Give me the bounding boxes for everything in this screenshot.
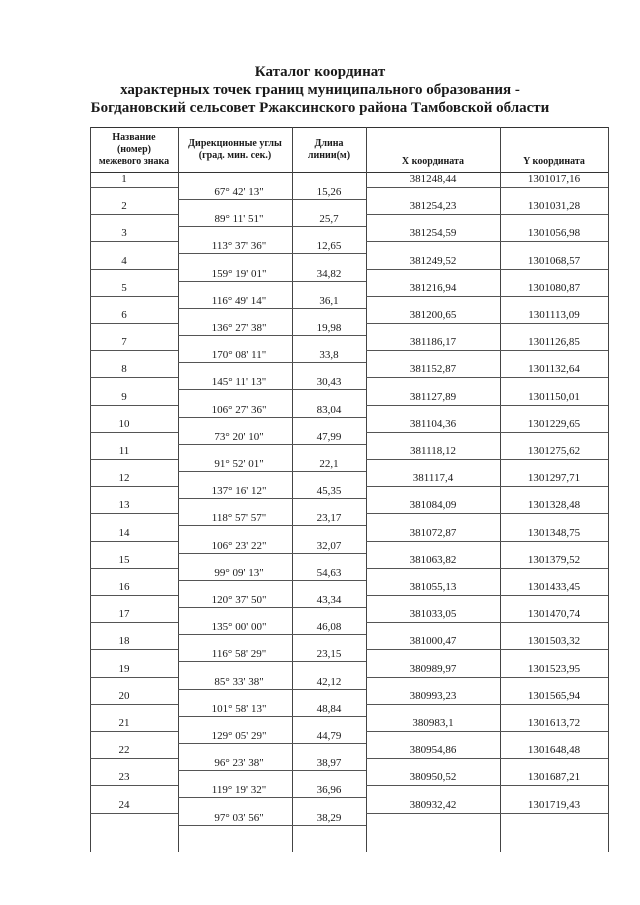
x-coordinate: 381033,05 xyxy=(409,608,457,621)
line-length: 43,34 xyxy=(316,594,342,606)
table-row-point xyxy=(90,580,608,594)
table-row-segment xyxy=(90,811,608,825)
x-coordinate: 381072,87 xyxy=(409,526,457,539)
line-length: 19,98 xyxy=(316,322,342,334)
y-coordinate: 1301126,85 xyxy=(528,336,580,349)
table-row-point xyxy=(90,607,608,621)
table-row-segment xyxy=(90,539,608,553)
table-row-segment xyxy=(90,484,608,498)
direction-angle: 136° 27' 38" xyxy=(211,322,267,334)
line-length: 36,1 xyxy=(319,294,339,307)
header-y: Y координата xyxy=(523,156,585,167)
direction-angle: 89° 11' 51" xyxy=(214,213,264,226)
table-row-point xyxy=(90,526,608,540)
x-coordinate: 381248,44 xyxy=(409,173,457,185)
table-row-segment xyxy=(90,212,608,226)
point-number: 9 xyxy=(121,390,127,403)
header-x: X координата xyxy=(401,156,465,167)
header-angle xyxy=(178,128,292,172)
table-row-point xyxy=(90,471,608,485)
header-angle-line-1: Дирекционные углы xyxy=(188,138,282,149)
x-coordinate: 381216,94 xyxy=(409,281,457,294)
table-row-segment xyxy=(90,375,608,389)
table-row-segment xyxy=(90,267,608,281)
table-row-point xyxy=(90,553,608,567)
point-number: 8 xyxy=(121,363,127,376)
table-row-segment xyxy=(90,702,608,716)
direction-angle: 85° 33' 38" xyxy=(214,675,264,688)
catalog-title-line-3: Богдановский сельсовет Ржаксинского района Тамбовской области xyxy=(90,100,550,116)
table-row-point xyxy=(90,444,608,458)
table-row-point xyxy=(90,770,608,784)
y-coordinate: 1301348,75 xyxy=(527,526,581,539)
table-row-point xyxy=(90,308,608,322)
direction-angle: 96° 23' 38" xyxy=(214,757,264,770)
table-row-segment xyxy=(90,675,608,689)
direction-angle: 129° 05' 29" xyxy=(211,730,267,742)
table-row-point xyxy=(90,199,608,213)
direction-angle: 116° 58' 29" xyxy=(211,648,267,661)
line-length: 54,63 xyxy=(316,566,342,579)
line-length: 38,29 xyxy=(316,811,342,824)
header-length-line-2: линии(м) xyxy=(307,150,351,161)
line-length: 15,26 xyxy=(316,186,342,198)
table-row-point xyxy=(90,281,608,295)
y-coordinate: 1301031,28 xyxy=(527,200,581,213)
line-length: 38,97 xyxy=(316,757,342,770)
line-length: 48,84 xyxy=(316,702,342,715)
point-number: 14 xyxy=(118,526,130,539)
x-coordinate: 381063,82 xyxy=(409,553,457,566)
point-number: 24 xyxy=(118,798,130,811)
table-row-segment xyxy=(90,620,608,634)
direction-angle: 120° 37' 50" xyxy=(211,594,267,606)
line-length: 33,8 xyxy=(319,349,339,362)
table-row-point xyxy=(90,716,608,730)
table-row-point xyxy=(90,634,608,648)
line-length: 23,15 xyxy=(316,648,342,661)
table-row-segment xyxy=(90,403,608,417)
direction-angle: 99° 09' 13" xyxy=(214,566,264,579)
y-coordinate: 1301470,74 xyxy=(527,608,581,621)
direction-angle: 116° 49' 14" xyxy=(211,294,267,307)
direction-angle: 113° 37' 36" xyxy=(211,240,267,253)
catalog-title-line-2: характерных точек границ муниципального образования - xyxy=(120,82,520,98)
direction-angle: 137° 16' 12" xyxy=(211,485,267,498)
x-coordinate: 381254,23 xyxy=(409,200,457,213)
table-row-point xyxy=(90,417,608,431)
y-coordinate: 1301297,71 xyxy=(527,472,581,485)
point-number: 13 xyxy=(118,499,130,512)
direction-angle: 170° 08' 11" xyxy=(211,349,267,362)
y-coordinate: 1301080,87 xyxy=(527,281,581,294)
x-coordinate: 381104,36 xyxy=(409,417,457,430)
point-number: 10 xyxy=(118,417,130,430)
point-number: 3 xyxy=(121,227,127,240)
x-coordinate: 381117,4 xyxy=(412,472,454,485)
y-coordinate: 1301503,32 xyxy=(527,635,581,648)
y-coordinate: 1301648,48 xyxy=(527,744,581,757)
point-number: 1 xyxy=(121,173,127,185)
x-coordinate: 381254,59 xyxy=(409,227,457,240)
table-row-segment xyxy=(90,511,608,525)
y-coordinate: 1301565,94 xyxy=(527,689,581,702)
catalog-title-line-1: Каталог координат xyxy=(254,64,386,80)
header-name-line-1: Название xyxy=(112,132,156,143)
x-coordinate: 380932,42 xyxy=(409,798,457,811)
table-row-segment xyxy=(90,321,608,335)
line-length: 12,65 xyxy=(316,240,342,253)
direction-angle: 119° 19' 32" xyxy=(211,784,267,797)
x-coordinate: 380983,1 xyxy=(412,717,454,729)
y-coordinate: 1301017,16 xyxy=(527,173,581,185)
x-coordinate: 380993,23 xyxy=(409,689,457,702)
x-coordinate: 381084,09 xyxy=(409,499,457,512)
direction-angle: 118° 57' 57" xyxy=(211,512,267,525)
point-number: 16 xyxy=(118,581,130,593)
table-row-point xyxy=(90,390,608,404)
point-number: 17 xyxy=(118,608,130,621)
x-coordinate: 381055,13 xyxy=(409,581,457,593)
y-coordinate: 1301113,09 xyxy=(528,309,580,321)
line-length: 44,79 xyxy=(316,730,342,742)
y-coordinate: 1301132,64 xyxy=(528,363,580,376)
x-coordinate: 381152,87 xyxy=(409,363,457,376)
y-coordinate: 1301379,52 xyxy=(527,553,581,566)
point-number: 12 xyxy=(118,472,130,485)
y-coordinate: 1301056,98 xyxy=(527,227,581,240)
grid-hline xyxy=(178,825,366,826)
y-coordinate: 1301328,48 xyxy=(527,499,581,512)
line-length: 32,07 xyxy=(316,539,342,552)
line-length: 42,12 xyxy=(316,675,342,688)
x-coordinate: 381186,17 xyxy=(409,336,457,349)
coordinate-table xyxy=(90,127,608,173)
line-length: 22,1 xyxy=(319,458,339,470)
point-number: 6 xyxy=(121,309,127,321)
direction-angle: 106° 27' 36" xyxy=(211,403,267,416)
direction-angle: 73° 20' 10" xyxy=(214,430,264,443)
header-angle-line-2: (град. мин. сек.) xyxy=(198,150,272,161)
header-length xyxy=(292,128,366,172)
header-name-line-2: (номер) xyxy=(116,144,152,155)
x-coordinate: 381000,47 xyxy=(409,635,457,648)
table-row-point xyxy=(90,662,608,676)
table-row-point xyxy=(90,689,608,703)
table-row-segment xyxy=(90,566,608,580)
line-length: 23,17 xyxy=(316,512,342,525)
y-coordinate: 1301687,21 xyxy=(527,771,581,784)
table-header xyxy=(90,127,608,173)
point-number: 22 xyxy=(118,744,130,757)
header-length-line-1: Длина xyxy=(314,138,344,149)
table-row-segment xyxy=(90,729,608,743)
table-row-segment xyxy=(90,294,608,308)
line-length: 34,82 xyxy=(316,267,342,280)
point-number: 7 xyxy=(121,336,127,349)
line-length: 45,35 xyxy=(316,485,342,498)
y-coordinate: 1301523,95 xyxy=(527,662,581,675)
line-length: 46,08 xyxy=(316,621,342,634)
x-coordinate: 381118,12 xyxy=(410,445,456,457)
x-coordinate: 381127,89 xyxy=(409,390,457,403)
table-row-point xyxy=(90,743,608,757)
table-row-segment xyxy=(90,185,608,199)
table-row-segment xyxy=(90,647,608,661)
y-coordinate: 1301275,62 xyxy=(527,445,581,457)
table-row-point xyxy=(90,498,608,512)
table-row-point xyxy=(90,335,608,349)
direction-angle: 91° 52' 01" xyxy=(214,458,264,470)
y-coordinate: 1301719,43 xyxy=(527,798,581,811)
x-coordinate: 380954,86 xyxy=(409,744,457,757)
x-coordinate: 380950,52 xyxy=(409,771,457,784)
line-length: 36,96 xyxy=(316,784,342,797)
x-coordinate: 380989,97 xyxy=(409,662,457,675)
point-number: 21 xyxy=(118,717,130,729)
table-row-segment xyxy=(90,430,608,444)
table-row-point xyxy=(90,172,608,186)
table-row-point xyxy=(90,798,608,812)
line-length: 47,99 xyxy=(316,430,342,443)
table-row-segment xyxy=(90,593,608,607)
table-row-segment xyxy=(90,457,608,471)
x-coordinate: 381200,65 xyxy=(409,309,457,321)
header-point-name xyxy=(90,128,178,172)
table-row-segment xyxy=(90,783,608,797)
line-length: 83,04 xyxy=(316,403,342,416)
table-row-segment xyxy=(90,756,608,770)
table-row-point xyxy=(90,254,608,268)
line-length: 30,43 xyxy=(316,376,342,389)
x-coordinate: 381249,52 xyxy=(409,254,457,267)
point-number: 5 xyxy=(121,281,127,294)
table-row-point xyxy=(90,362,608,376)
table-row-segment xyxy=(90,348,608,362)
direction-angle: 159° 19' 01" xyxy=(211,267,267,280)
direction-angle: 135° 00' 00" xyxy=(211,621,267,634)
point-number: 4 xyxy=(121,254,127,267)
y-coordinate: 1301068,57 xyxy=(527,254,581,267)
point-number: 11 xyxy=(118,445,130,457)
table-row-point xyxy=(90,226,608,240)
point-number: 18 xyxy=(118,635,130,648)
point-number: 19 xyxy=(118,662,130,675)
line-length: 25,7 xyxy=(319,213,339,226)
direction-angle: 145° 11' 13" xyxy=(211,376,267,389)
y-coordinate: 1301433,45 xyxy=(527,581,581,593)
point-number: 23 xyxy=(118,771,130,784)
point-number: 20 xyxy=(118,689,130,702)
table-row-segment xyxy=(90,239,608,253)
y-coordinate: 1301613,72 xyxy=(527,717,581,729)
direction-angle: 67° 42' 13" xyxy=(214,186,264,198)
direction-angle: 97° 03' 56" xyxy=(214,811,264,824)
header-name-line-3: межевого знака xyxy=(98,156,170,167)
direction-angle: 106° 23' 22" xyxy=(211,539,267,552)
y-coordinate: 1301150,01 xyxy=(528,390,580,403)
direction-angle: 101° 58' 13" xyxy=(211,702,267,715)
y-coordinate: 1301229,65 xyxy=(527,417,581,430)
point-number: 15 xyxy=(118,553,130,566)
point-number: 2 xyxy=(121,200,127,213)
grid-vline xyxy=(608,127,609,852)
